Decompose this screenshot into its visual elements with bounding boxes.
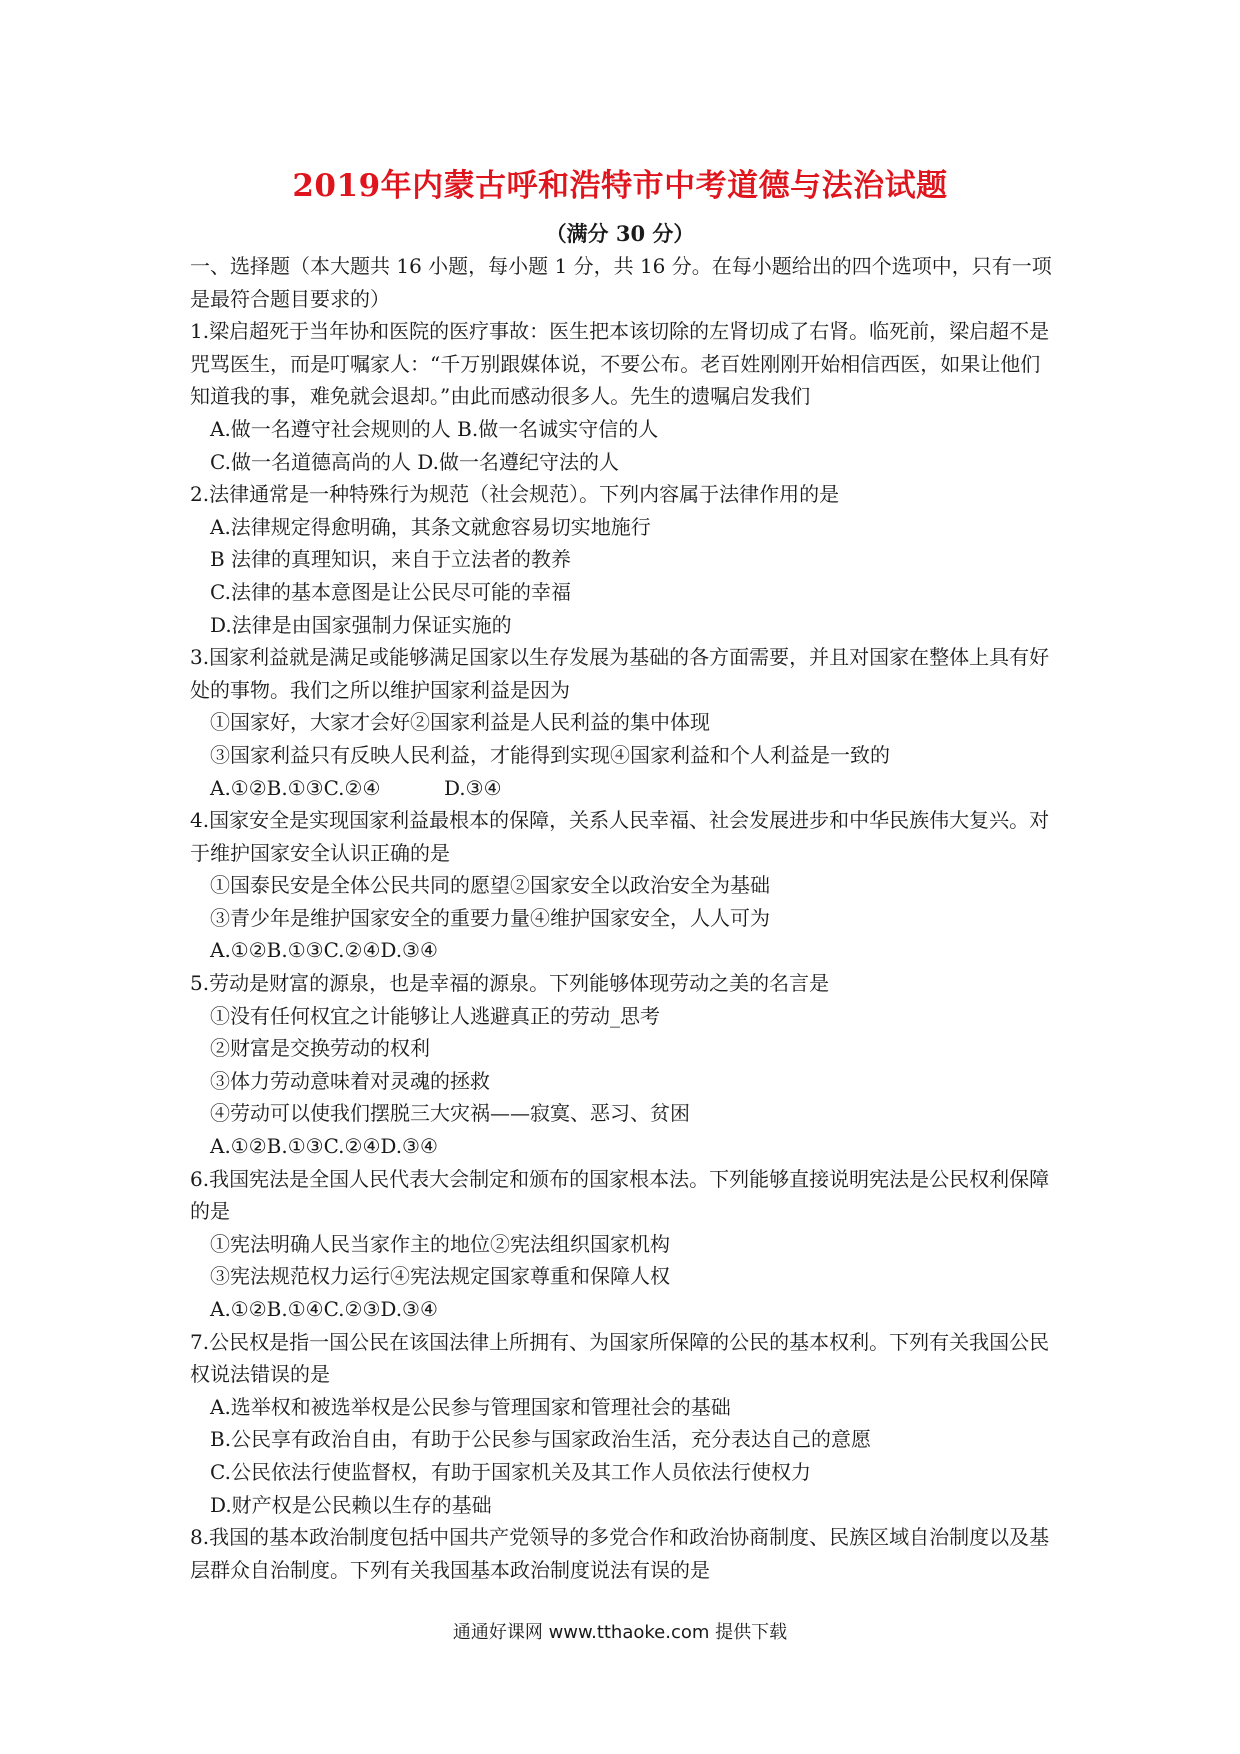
- question-4-statements-34: ③青少年是维护国家安全的重要力量④维护国家安全，人人可为: [210, 905, 770, 930]
- exam-title: 2019年内蒙古呼和浩特市中考道德与法治试题: [292, 168, 948, 204]
- question-6-options: A.①②B.①④C.②③D.③④: [210, 1297, 438, 1321]
- question-1-options-cd: C.做一名道德高尚的人 D.做一名遵纪守法的人: [210, 449, 619, 474]
- question-2-option-c: C.法律的基本意图是让公民尽可能的幸福: [210, 579, 571, 604]
- question-5-statement-1: ①没有任何权宜之计能够让人逃避真正的劳动_思考: [210, 1003, 660, 1028]
- question-2-option-a: A.法律规定得愈明确，其条文就愈容易切实地施行: [210, 514, 651, 539]
- question-6-stem: 6.我国宪法是全国人民代表大会制定和颁布的国家根本法。下列能够直接说明宪法是公民权利保障的是: [190, 1166, 1050, 1224]
- question-3-options: A.①②B.①③C.②④ D.③④: [210, 775, 502, 800]
- question-1-stem: 1.梁启超死于当年协和医院的医疗事故：医生把本该切除的左肾切成了右肾。临死前，梁启超不是咒骂医生，而是叮嘱家人：“千万别跟媒体说，不要公布。老百姓刚刚开始相信西医，如果让他们知道我的事，难免就会退却。”由此而感动很多人。先生的遗嘱启发我们: [190, 319, 1050, 409]
- question-5-stem: 5.劳动是财富的源泉，也是幸福的源泉。下列能够体现劳动之美的名言是: [190, 971, 830, 996]
- full-score-note: （满分 30 分）: [545, 221, 695, 246]
- question-6-statements-12: ①宪法明确人民当家作主的地位②宪法组织国家机构: [210, 1231, 670, 1256]
- question-3-statements-12: ①国家好，大家才会好②国家利益是人民利益的集中体现: [210, 710, 710, 735]
- question-3-stem: 3.国家利益就是满足或能够满足国家以生存发展为基础的各方面需要，并且对国家在整体上具有好处的事物。我们之所以维护国家利益是因为: [190, 645, 1050, 702]
- question-2-option-b: B 法律的真理知识，来自于立法者的教养: [210, 547, 572, 572]
- download-footer: 通通好课网 www.tthaoke.com 提供下载: [452, 1622, 788, 1643]
- question-5-options: A.①②B.①③C.②④D.③④: [210, 1134, 438, 1159]
- question-2-option-d: D.法律是由国家强制力保证实施的: [210, 612, 512, 637]
- question-3-statements-34: ③国家利益只有反映人民利益，才能得到实现④国家利益和个人利益是一致的: [210, 742, 890, 767]
- section-intro: 一、选择题（本大题共 16 小题，每小题 1 分，共 16 分。在每小题给出的四个选项中，只有一项是最符合题目要求的）: [190, 254, 1052, 311]
- question-list: [190, 250, 1060, 1586]
- question-5-statement-4: ④劳动可以使我们摆脱三大灾祸——寂寞、恶习、贫困: [210, 1101, 690, 1126]
- question-7-option-a: A.选举权和被选举权是公民参与管理国家和管理社会的基础: [210, 1394, 731, 1419]
- question-6-statements-34: ③宪法规范权力运行④宪法规定国家尊重和保障人权: [210, 1264, 670, 1289]
- question-4-options: A.①②B.①③C.②④D.③④: [210, 938, 438, 963]
- question-7-stem: 7.公民权是指一国公民在该国法律上所拥有、为国家所保障的公民的基本权利。下列有关我国公民权说法错误的是: [190, 1329, 1050, 1387]
- question-8-stem: 8.我国的基本政治制度包括中国共产党领导的多党合作和政治协商制度、民族区域自治制度以及基层群众自治制度。下列有关我国基本政治制度说法有误的是: [190, 1525, 1050, 1582]
- question-7-option-c: C.公民依法行使监督权，有助于国家机关及其工作人员依法行使权力: [210, 1459, 811, 1484]
- question-4-stem: 4.国家安全是实现国家利益最根本的保障，关系人民幸福、社会发展进步和中华民族伟大复兴。对于维护国家安全认识正确的是: [190, 808, 1050, 865]
- question-2-stem: 2.法律通常是一种特殊行为规范（社会规范）。下列内容属于法律作用的是: [190, 482, 840, 507]
- question-7-option-d: D.财产权是公民赖以生存的基础: [210, 1492, 492, 1517]
- question-4-statements-12: ①国泰民安是全体公民共同的愿望②国家安全以政治安全为基础: [210, 873, 770, 898]
- question-5-statement-2: ②财富是交换劳动的权利: [210, 1036, 430, 1061]
- question-5-statement-3: ③体力劳动意味着对灵魂的拯救: [210, 1068, 490, 1093]
- question-7-option-b: B.公民享有政治自由，有助于公民参与国家政治生活，充分表达自己的意愿: [210, 1427, 872, 1452]
- question-1-options-ab: A.做一名遵守社会规则的人 B.做一名诚实守信的人: [210, 416, 659, 441]
